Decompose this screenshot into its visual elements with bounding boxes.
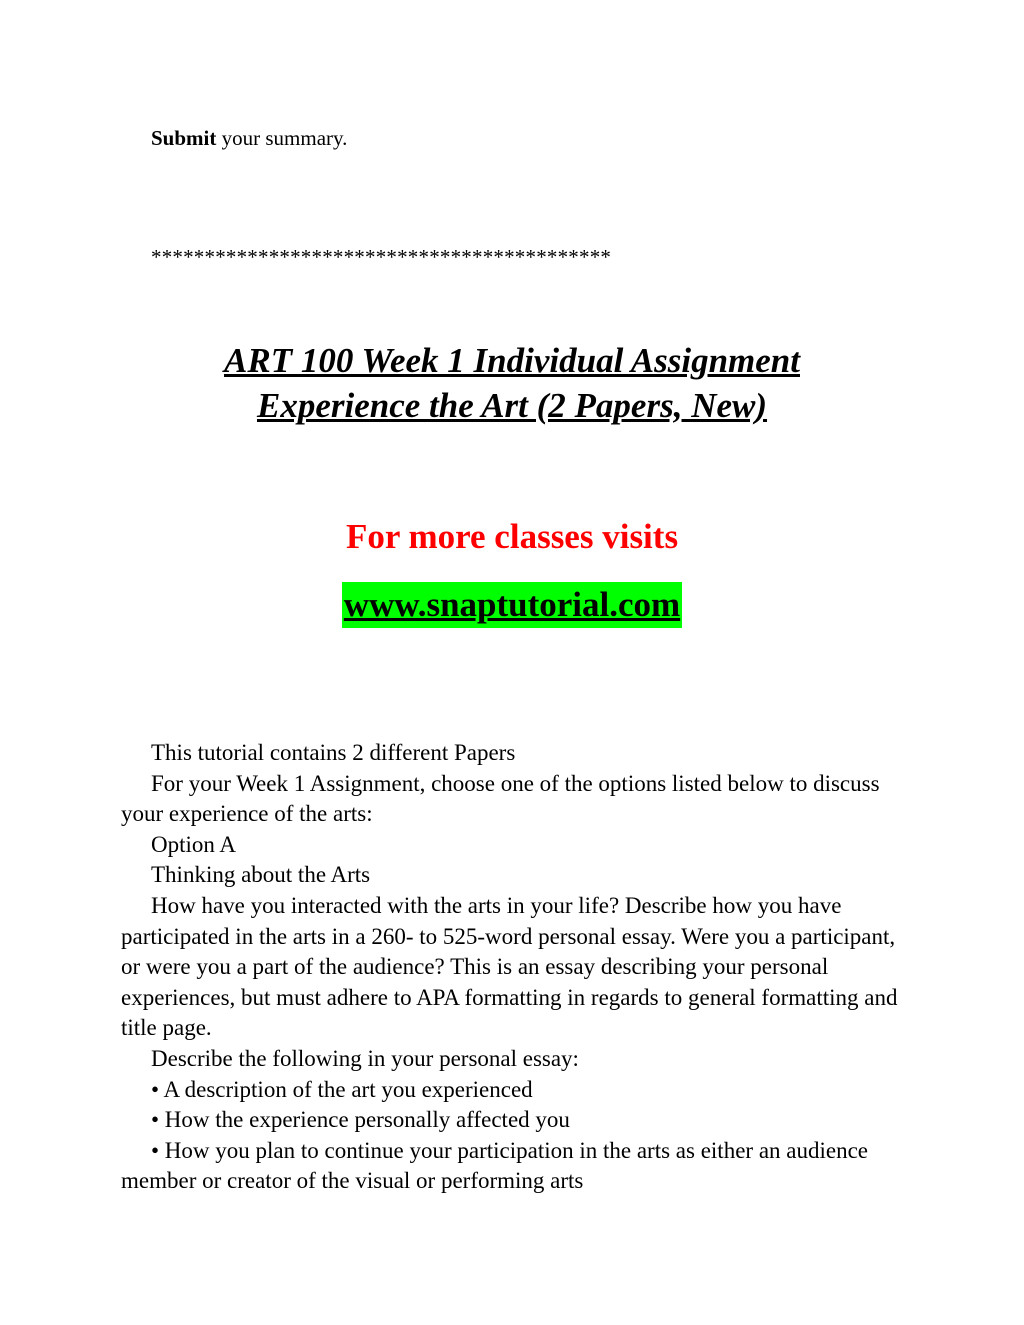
promo-heading: For more classes visits: [345, 517, 679, 556]
paragraph: Describe the following in your personal essay:: [151, 1045, 579, 1071]
separator: *******************************************: [151, 245, 612, 269]
bullet-item: • How you plan to continue your participation in the arts as either an audience member or creator of the visual or performing arts: [121, 1137, 868, 1194]
submit-instruction: [151, 124, 347, 152]
paragraph: For your Week 1 Assignment, choose one of the options listed below to discuss your experience of the arts:: [121, 770, 880, 827]
page-title: [0, 338, 1024, 428]
paragraph: This tutorial contains 2 different Papers: [151, 740, 516, 765]
title-line-1: ART 100 Week 1 Individual Assignment: [224, 341, 800, 380]
submit-bold: Submit: [151, 126, 217, 150]
paragraph: How have you interacted with the arts in your life? Describe how you have participated in the arts in a 260- to 525-word personal essay. Were you a participant, or were you a part of the audience? This is an essay describing your personal experiences, but must adhere to APA formatting in regards to general formatting and title page.: [121, 892, 898, 1041]
submit-rest: your summary.: [216, 126, 348, 150]
promo-link-wrap: [0, 582, 1024, 628]
paragraph: Thinking about the Arts: [151, 862, 371, 888]
body-text: [121, 738, 911, 1197]
bullet-item: • How the experience personally affected you: [151, 1107, 570, 1133]
promo-link[interactable]: www.snaptutorial.com: [342, 582, 682, 628]
paragraph: Option A: [151, 831, 236, 857]
title-line-2: Experience the Art (2 Papers, New): [256, 386, 768, 425]
bullet-item: • A description of the art you experienced: [151, 1076, 533, 1102]
